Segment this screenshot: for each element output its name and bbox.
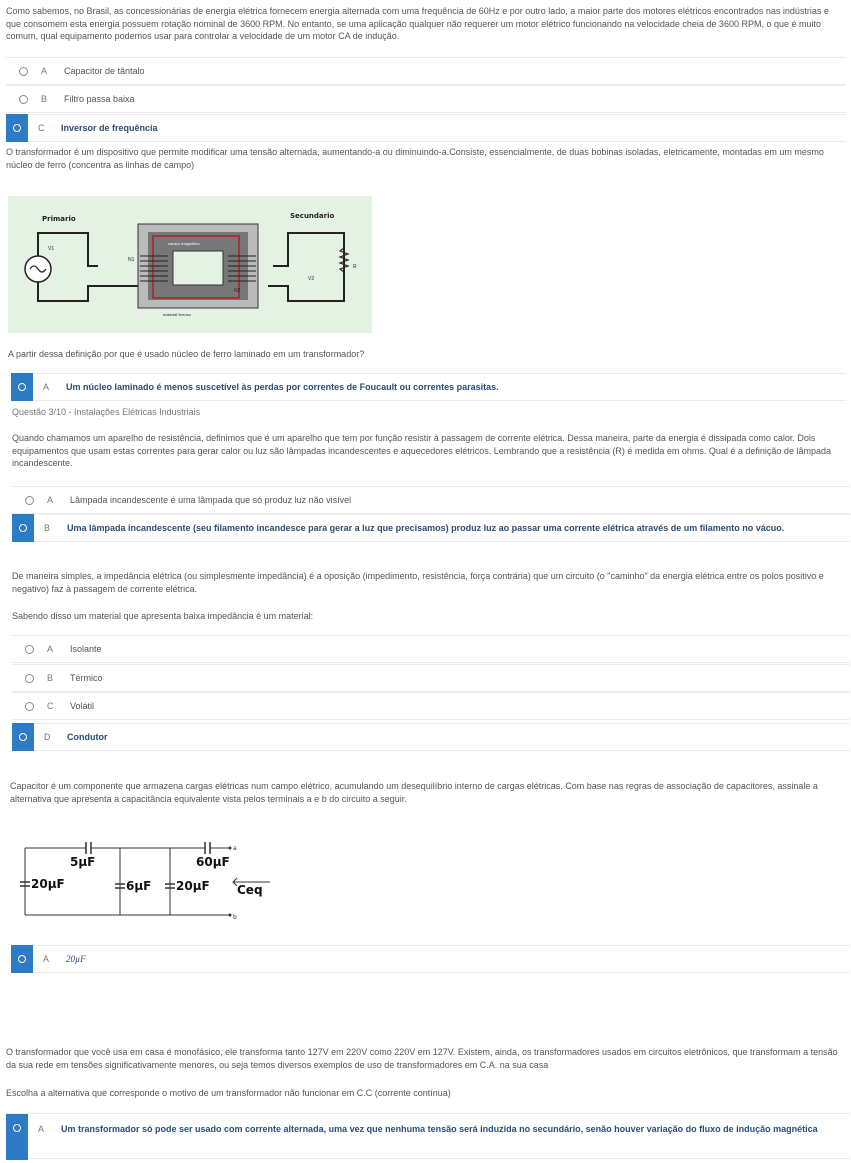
- q5-option-a[interactable]: [11, 945, 850, 973]
- radio-icon[interactable]: [25, 674, 34, 683]
- option-text: Volátil: [70, 701, 95, 711]
- cap-5uf-label: 5µF: [70, 855, 96, 869]
- option-letter: A: [43, 954, 50, 964]
- capacitor-circuit-diagram: [15, 838, 275, 923]
- field-label: campo magnético: [168, 241, 200, 246]
- selected-radio-icon[interactable]: [6, 114, 28, 142]
- q4-option-c[interactable]: [12, 692, 850, 720]
- option-text: Um núcleo laminado é menos suscetível às perdas por correntes de Foucault ou correntes parasitas.: [66, 382, 499, 392]
- option-text: Térmico: [70, 673, 103, 683]
- option-letter: C: [38, 123, 45, 133]
- terminal-a-label: a: [233, 845, 237, 852]
- cap-6uf-label: 6µF: [126, 879, 152, 893]
- option-letter: D: [44, 732, 51, 742]
- r-label: R: [353, 264, 357, 270]
- secondary-label: Secundario: [290, 212, 335, 220]
- question-2-prompt: A partir dessa definição por que é usado núcleo de ferro laminado em um transformador?: [8, 349, 365, 359]
- option-letter: A: [47, 644, 54, 654]
- option-text: 20µF: [66, 954, 86, 964]
- v1-label: V1: [48, 246, 55, 252]
- q4-option-d[interactable]: [12, 723, 850, 751]
- option-letter: A: [38, 1124, 45, 1134]
- cap-60uf-label: 60µF: [196, 855, 230, 869]
- q4-option-a[interactable]: [12, 635, 850, 663]
- option-text: Uma lâmpada incandescente (seu filamento incandesce para gerar a luz que precisamos) produz luz ao passar uma corrente elétrica através de um filamento no vácuo.: [67, 523, 785, 533]
- radio-icon[interactable]: [19, 67, 28, 76]
- q1-option-b[interactable]: [6, 85, 846, 113]
- option-text: Filtro passa baixa: [64, 94, 135, 104]
- question-6-text: O transformador que você usa em casa é monofásico, ele transforma tanto 127V em 220V como 220V em 127V. Existem, ainda, os transformadores usados em circuitos eletrônicos, que transformam a tensão da sua rede em tensões significativamente menores, ou seja temos diversos exemplos de uso de transformadores em C.A. na sua casa: [6, 1047, 838, 1070]
- transformer-diagram: [8, 196, 372, 333]
- q6-option-a[interactable]: [6, 1113, 850, 1159]
- q3-option-b[interactable]: [12, 514, 850, 542]
- selected-radio-icon[interactable]: [12, 723, 34, 751]
- question-6-prompt: Escolha a alternativa que corresponde o motivo de um transformador não funcionar em C.C (corrente contínua): [6, 1088, 451, 1098]
- option-letter: A: [43, 382, 50, 392]
- question-1-text: Como sabemos, no Brasil, as concessionárias de energia elétrica fornecem energia alternada com uma frequência de 60Hz e por outro lado, a maior parte dos motores elétricos encontrados nas indústrias e que consomem esta energia possuem rotação nominal de 3600 RPM. No entanto, se uma aplicação qualquer não requerer um motor elétrico funcionando na velocidade cheia de 3600 RPM, o que é muito comum, qual equipamento podemos usar para controlar a velocidade de um motor CA de indução.: [6, 6, 829, 41]
- option-letter: A: [47, 495, 54, 505]
- q2-option-a[interactable]: [11, 373, 846, 401]
- radio-icon[interactable]: [25, 645, 34, 654]
- n2-label: N2: [234, 288, 241, 294]
- q1-option-c[interactable]: [6, 114, 846, 142]
- question-3-text: Quando chamamos um aparelho de resistência, definimos que é um aparelho que tem por função resistir à passagem de corrente elétrica. Dessa maneira, parte da energia é dissipada como calor. Dois equipamentos que usam estas correntes para gerar calor ou luz são lâmpadas incandescentes e aquecedores elétricos. Lembrando que a resistência (R) é medida em ohms. Qual é a definição de lâmpada incandescente.: [12, 433, 831, 468]
- q4-option-b[interactable]: [12, 664, 850, 692]
- option-text: Capacitor de tântalo: [64, 66, 145, 76]
- radio-icon[interactable]: [25, 702, 34, 711]
- v2-label: V2: [308, 276, 315, 282]
- core-label: material ferroso: [163, 312, 191, 317]
- option-text: Isolante: [70, 644, 102, 654]
- option-text: Condutor: [67, 732, 108, 742]
- option-letter: B: [41, 94, 48, 104]
- q3-option-a[interactable]: [12, 486, 850, 514]
- selected-radio-icon[interactable]: [6, 1114, 28, 1160]
- option-letter: C: [47, 701, 54, 711]
- n1-label: N1: [128, 257, 135, 263]
- option-text: Um transformador só pode ser usado com corrente alternada, uma vez que nenhuma tensão será induzida no secundário, senão houver variação do fluxo de indução magnética: [61, 1124, 818, 1134]
- question-4-prompt: Sabendo disso um material que apresenta baixa impedância é um material:: [12, 611, 314, 621]
- option-text: Lâmpada incandescente é uma lâmpada que só produz luz não visível: [70, 495, 352, 505]
- option-letter: B: [44, 523, 51, 533]
- primary-label: Primario: [42, 215, 76, 223]
- question-5-text: Capacitor é um componente que armazena cargas elétricas num campo elétrico, acumulando um desequilíbrio interno de cargas elétricas. Com base nas regras de associação de capacitores, assinale a alternativa que apresenta a capacitância equivalente vista pelos terminais a e b do circuito a seguir.: [10, 781, 818, 804]
- option-letter: A: [41, 66, 48, 76]
- selected-radio-icon[interactable]: [11, 945, 33, 973]
- terminal-b-label: b: [233, 914, 237, 921]
- cap-20uf-left-label: 20µF: [31, 877, 65, 891]
- question-3-header: Questão 3/10 - Instalações Elétricas Industriais: [12, 407, 201, 417]
- cap-20uf-right-label: 20µF: [176, 879, 210, 893]
- radio-icon[interactable]: [25, 496, 34, 505]
- option-text: Inversor de frequência: [61, 123, 158, 133]
- ceq-label: Ceq: [237, 883, 263, 897]
- selected-radio-icon[interactable]: [12, 514, 34, 542]
- question-4-text: De maneira simples, a impedância elétrica (ou simplesmente impedância) é a oposição (impedimento, resistência, força contrária) que um circuito (o "caminho" da energia elétrica entre os polos positivo e negativo) faz à passagem de corrente elétrica.: [12, 571, 824, 594]
- q1-option-a[interactable]: [6, 57, 846, 85]
- selected-radio-icon[interactable]: [11, 373, 33, 401]
- question-2-text: O transformador é um dispositivo que permite modificar uma tensão alternada, aumentando-a ou diminuindo-a.Consiste, essencialmente, de duas bobinas isoladas, eletricamente, montadas em um mesmo núcleo de ferro (concentra as linhas de campo): [6, 147, 824, 170]
- radio-icon[interactable]: [19, 95, 28, 104]
- option-letter: B: [47, 673, 54, 683]
